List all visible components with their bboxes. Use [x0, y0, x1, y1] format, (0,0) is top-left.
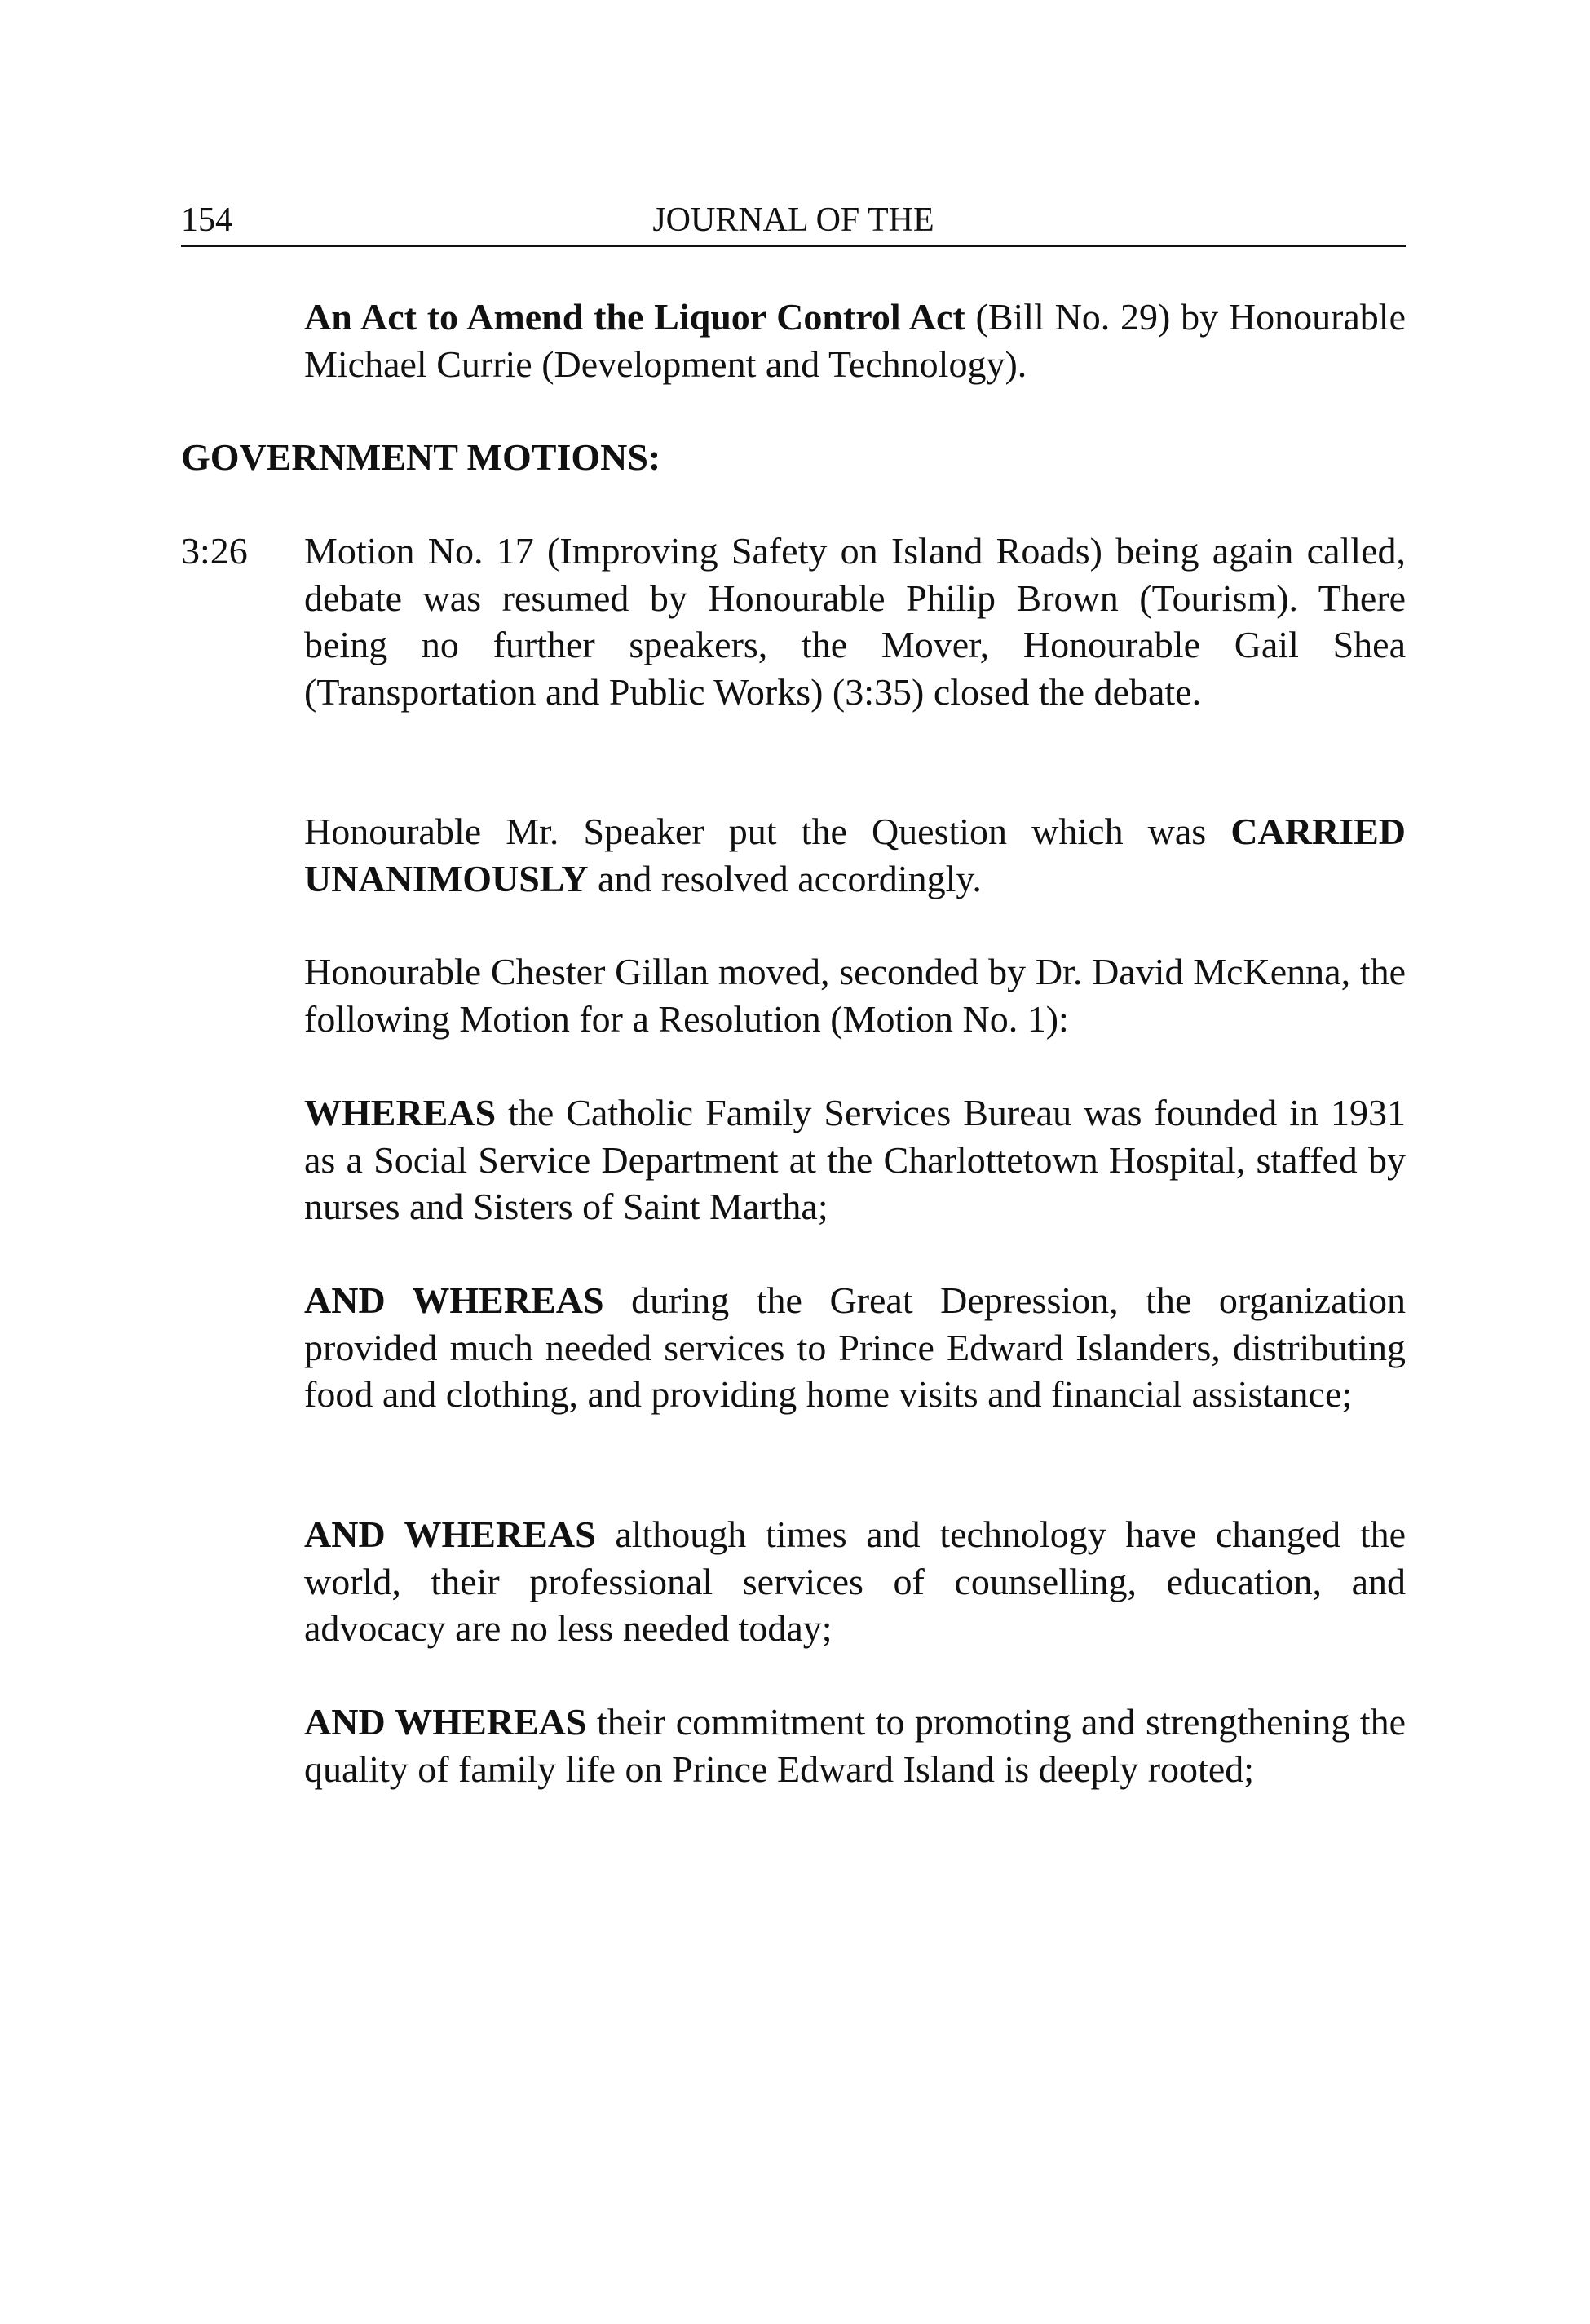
whereas-clause: [304, 1511, 1406, 1652]
motion-debate-paragraph: Motion No. 17 (Improving Safety on Island Roads) being again called, debate was resumed by Honourable Philip Brown (Tourism). There being no further speakers, the Mover, Honourable Gail Shea (Transportation and Public Works) (3:35) closed the debate.: [304, 530, 1406, 713]
running-head: [181, 196, 1406, 247]
question-result: CARRIED UNANIMOUSLY: [304, 811, 1406, 899]
whereas-clause: [304, 1089, 1406, 1230]
whereas-keyword: AND WHEREAS: [304, 1513, 596, 1555]
whereas-keyword: AND WHEREAS: [304, 1701, 587, 1743]
page-number: 154: [181, 201, 232, 239]
whereas-text: during the Great Depression, the organization provided much needed services to Prince Edward Islanders, distributing food and clothing, and providing home visits and financial assistance;: [304, 1279, 1406, 1415]
new-motion-paragraph: Honourable Chester Gillan moved, seconded by Dr. David McKenna, the following Motion for a Resolution (Motion No. 1):: [304, 951, 1406, 1040]
whereas-clause: [304, 1699, 1406, 1792]
entry-time: 3:26: [181, 530, 248, 572]
question-text: Honourable Mr. Speaker put the Question which was: [304, 811, 1231, 852]
question-result-paragraph: [304, 808, 1406, 902]
whereas-text: the Catholic Family Services Bureau was founded in 1931 as a Social Service Department at the Charlottetown Hospital, staffed by nurses and Sisters of Saint Martha;: [304, 1092, 1406, 1227]
bill-entry: [304, 294, 1406, 387]
question-text-end: and resolved accordingly.: [588, 857, 982, 899]
whereas-keyword: WHEREAS: [304, 1092, 497, 1133]
journal-title: JOURNAL OF THE: [652, 201, 934, 239]
section-heading: GOVERNMENT MOTIONS:: [181, 436, 661, 478]
whereas-clause: [304, 1277, 1406, 1418]
bill-title: An Act to Amend the Liquor Control Act: [304, 296, 965, 338]
whereas-text: although times and technology have changed the world, their professional services of counselling, education, and advocacy are no less needed today;: [304, 1513, 1406, 1649]
whereas-keyword: AND WHEREAS: [304, 1279, 604, 1321]
bill-details: (Bill No. 29) by Honourable Michael Currie (Development and Technology).: [304, 296, 1407, 385]
whereas-text: their commitment to promoting and strengthening the quality of family life on Prince Edward Island is deeply rooted;: [304, 1701, 1406, 1790]
